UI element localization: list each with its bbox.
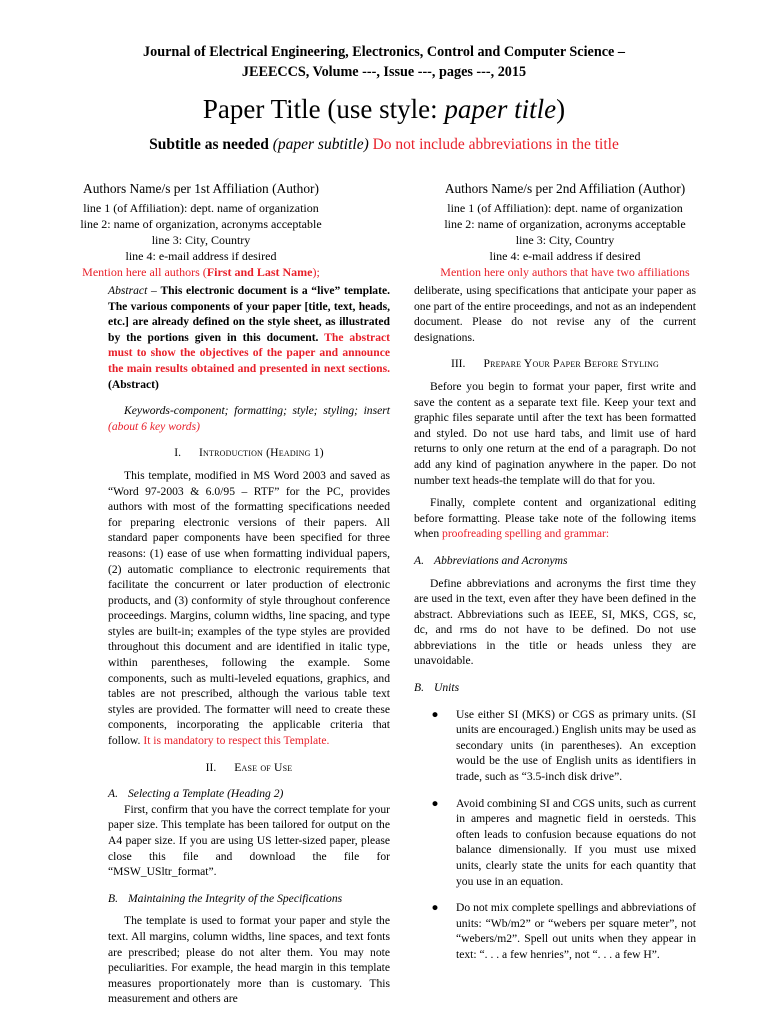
journal-header [0,42,768,82]
subtitle-note: Do not include abbreviations in the title [372,136,619,153]
list-item: ● Use either SI (MKS) or CGS as primary units. (SI units are encouraged.) English units may be used as secondary units (in parentheses). An exception would be the use of English units as identifiers in trade, such as “3.5-inch disk drive”. [414,707,696,785]
subtitle-style-name: (paper subtitle) [272,136,373,153]
paper-title [0,92,768,126]
paper-subtitle [0,135,768,155]
affiliation-line-3: line 3: City, Country [151,233,251,247]
abstract: Abstract – This electronic document is a “live” template. The various components of your paper [title, text, heads, etc.] are already defined on the style sheet, as illustrated by the portions given in this document. The abstract must to show the objectives of the paper and announce the main results obtained and presented in next sections. (Abstract) [108,284,390,391]
right-column [414,283,696,963]
body-paragraph: First, confirm that you have the correct template for your paper size. This template has been tailored for output on the A4 paper size. If you are using US letter-sized paper, please close this file and download the file for “MSW_USltr_format”. [108,802,390,879]
author-note: Mention here all authors (First and Last Name); [82,265,320,279]
abstract-label: Abstract [108,284,148,297]
affiliation-line-3: line 3: City, Country [515,233,615,247]
list-item: ● Avoid combining SI and CGS units, such as current in amperes and magnetic field in oersteds. This often leads to confusion because equations do not balance dimensionally. If you must use mixed units, clearly state the units for each quantity that you use in an equation. [414,796,696,890]
journal-line-1: Journal of Electrical Engineering, Electronics, Control and Computer Science – [143,44,625,60]
left-column [108,283,390,1007]
subsection-heading: B. Units [414,681,460,695]
bullet-icon: ● [431,796,439,810]
author-note: Mention here only authors that have two affiliations [440,265,690,279]
author-name: Authors Name/s per 1st Affiliation (Author) [83,181,319,196]
author-block-2 [392,180,738,280]
bullet-icon: ● [431,901,439,915]
section-heading-prepare: III. Prepare Your Paper Before Styling [450,357,660,371]
body-paragraph: Finally, complete content and organizational editing before formatting. Please take note of the following items when proofreading spelling and grammar: [414,496,696,541]
keywords-note: (about 6 key words) [108,419,200,433]
keywords: Keywords-component; formatting; style; styling; insert (about 6 key words) [108,404,390,433]
subsection-heading: A. Selecting a Template (Heading 2) [108,787,284,801]
affiliation-line-1: line 1 (of Affiliation): dept. name of organization [83,201,319,215]
body-paragraph: Define abbreviations and acronyms the first time they are used in the text, even after they have been defined in the abstract. Abbreviations such as IEEE, SI, MKS, CGS, sc, dc, and rms do not have to be defined. Do not use abbreviations in the title or heads unless they are unavoidable. [414,576,696,668]
body-paragraph: The template is used to format your paper and style the text. All margins, column widths, line spaces, and text fonts are prescribed; please do not alter them. You may note peculiarities. For example, the head margin in this template measures proportionately more than is customary. This measurement and others are [108,914,390,1006]
abstract-tail: (Abstract) [108,377,159,391]
bullet-icon: ● [431,707,439,721]
proofreading-note: proofreading spelling and grammar: [442,527,610,541]
affiliation-line-4: line 4: e-mail address if desired [125,249,277,263]
subsection-heading: B. Maintaining the Integrity of the Specifications [108,891,343,905]
affiliation-line-2: line 2: name of organization, acronyms acceptable [80,217,322,231]
title-style-name: paper title [444,94,557,124]
abstract-note: The abstract must to show the objectives of the paper and announce the main results obtained and presented in next sections. [108,330,390,375]
author-name: Authors Name/s per 2nd Affiliation (Author) [444,181,686,196]
section-heading-intro: I. Introduction (Heading 1) [174,446,324,460]
author-block-1 [28,180,374,280]
intro-note: It is mandatory to respect this Template. [143,734,330,748]
title-text: Paper Title (use style: [202,94,445,124]
body-paragraph: Before you begin to format your paper, first write and save the content as a separate text file. Keep your text and graphic files separate until after the text has been formatted and styled. Do not use hard tabs, and limit use of hard returns to only one return at the end of a paragraph. Do not add any kind of pagination anywhere in the paper. Do not number text heads-the template will do that for you. [414,379,696,487]
abstract-text: This electronic document is a “live” template. The various components of your paper [title, text, heads, etc.] are already defined on the style sheet, as illustrated by the portions given in this document. [108,284,390,344]
list-item: ● Do not mix complete spellings and abbreviations of units: “Wb/m2” or “webers per square meter”, not “webers/m2”. Spell out units when they appear in text: “. . . a few henries”, not “. . . a few H”. [414,900,696,962]
affiliation-line-1: line 1 (of Affiliation): dept. name of organization [447,201,683,215]
affiliation-line-2: line 2: name of organization, acronyms acceptable [444,217,686,231]
intro-paragraph: This template, modified in MS Word 2003 and saved as “Word 97-2003 & 6.0/95 – RTF” for the PC, provides authors with most of the formatting specifications needed for preparing electronic versions of their papers. All standard paper components have been specified for three reasons: (1) ease of use when formatting individual papers, (2) automatic compliance to electronic requirements that facilitate the concurrent or later production of electronic products, and (3) conformity of style throughout conference proceedings. Margins, column widths, line spacing, and type styles are built-in; examples of the type styles are provided throughout this document and are identified in italic type, within parentheses, following the example. Some components, such as multi-leveled equations, graphics, and tables are not prescribed, although the various table text styles are provided. The formatter will need to create these components, incorporating the applicable criteria that follow. It is mandatory to respect this Template. [108,468,390,748]
journal-line-2: JEEECCS, Volume ---, Issue ---, pages ---, 2015 [241,64,527,80]
body-paragraph: deliberate, using specifications that anticipate your paper as one part of the entire proceedings, and not as an independent document. Please do not revise any of the current designations. [414,284,696,344]
section-heading-ease: II. Ease of Use [205,760,293,774]
affiliation-line-4: line 4: e-mail address if desired [489,249,641,263]
subtitle-text: Subtitle as needed [149,136,273,153]
title-close: ) [556,94,566,124]
subsection-heading: A. Abbreviations and Acronyms [414,553,568,567]
